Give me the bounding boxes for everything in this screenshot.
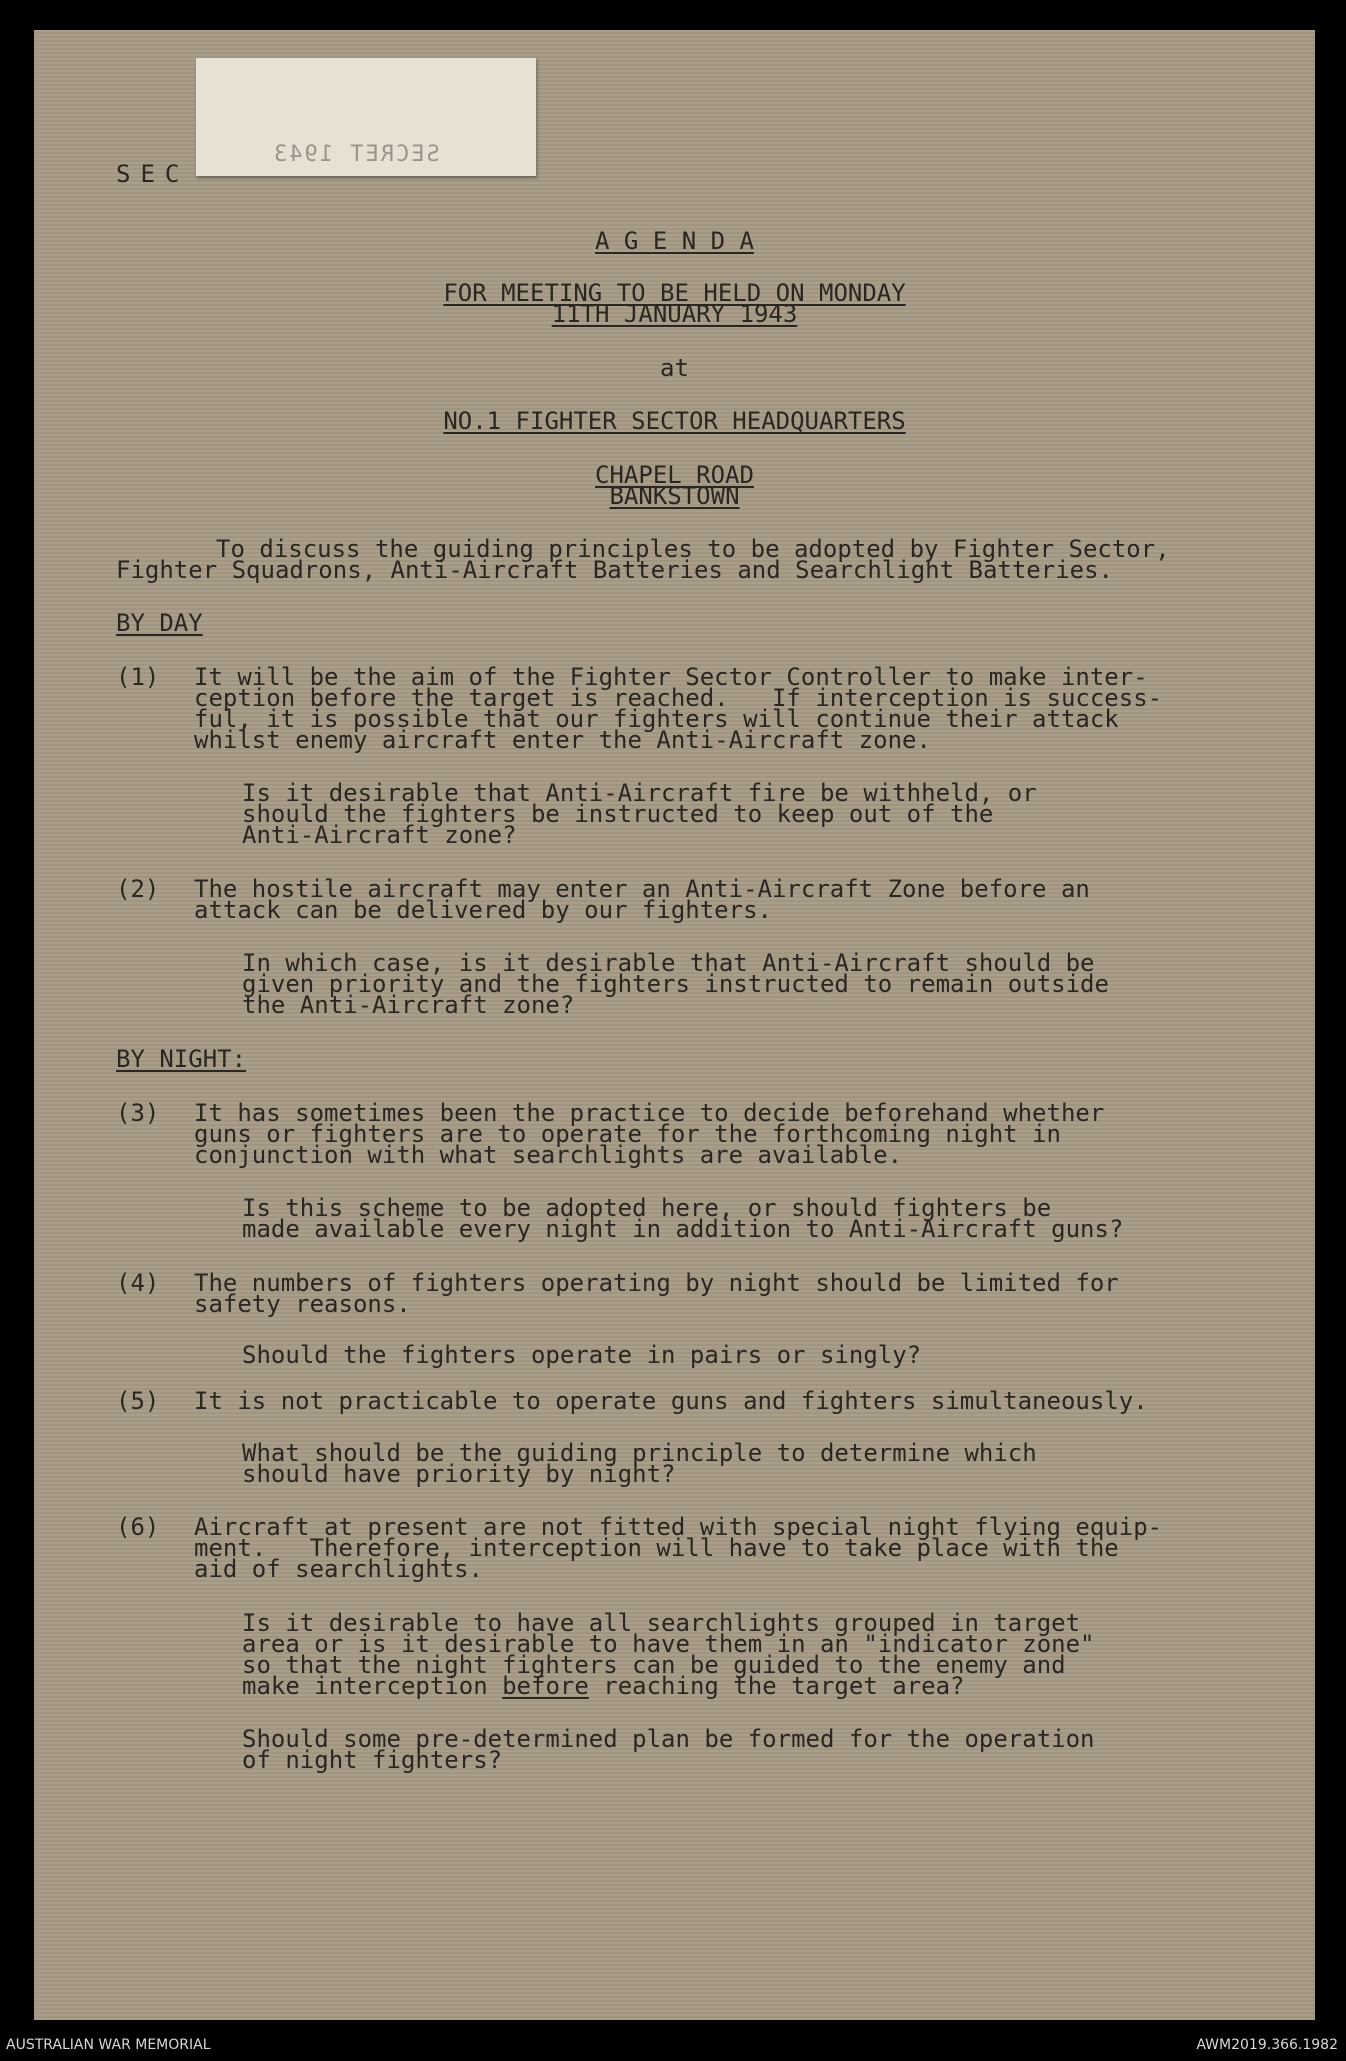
hq-title: NO.1 FIGHTER SECTOR HEADQUARTERS <box>443 407 906 435</box>
item-number: (2) <box>116 875 160 903</box>
question-line: Should the fighters operate in pairs or singly? <box>242 1341 922 1369</box>
sticker-text: SECRET 1943 <box>272 142 440 167</box>
question-tail: reaching the target area? <box>588 1672 965 1700</box>
agenda-title: A G E N D A <box>595 227 754 255</box>
question-line: the Anti-Aircraft zone? <box>242 991 575 1019</box>
meeting-line-1: FOR MEETING TO BE HELD ON MONDAY <box>443 279 906 307</box>
by-night-heading: BY NIGHT: <box>116 1045 247 1073</box>
document-page <box>34 30 1315 2020</box>
item-line: The hostile aircraft may enter an Anti-Aircraft Zone before an <box>194 875 1090 903</box>
footer-institution: AUSTRALIAN WAR MEMORIAL <box>6 2037 211 2053</box>
security-mark: SEC <box>116 160 190 188</box>
item-line: conjunction with what searchlights are available. <box>194 1141 903 1169</box>
question-line: Anti-Aircraft zone? <box>242 821 517 849</box>
item-line: The numbers of fighters operating by night should be limited for <box>194 1269 1119 1297</box>
question-line: In which case, is it desirable that Anti-Aircraft should be <box>242 949 1095 977</box>
item-line: aid of searchlights. <box>194 1555 483 1583</box>
item-number: (6) <box>116 1513 160 1541</box>
question-line: so that the night fighters can be guided to the enemy and <box>242 1651 1066 1679</box>
item-line: Aircraft at present are not fitted with special night flying equip- <box>194 1513 1163 1541</box>
emphasis-word: before <box>502 1672 589 1700</box>
question-line: area or is it desirable to have them in an "indicator zone" <box>242 1630 1095 1658</box>
intro-line-1: To discuss the guiding principles to be adopted by Fighter Sector, <box>216 535 1170 563</box>
question-line: Should some pre-determined plan be formed for the operation <box>242 1725 1095 1753</box>
item-number: (3) <box>116 1099 160 1127</box>
item-line: It has sometimes been the practice to decide beforehand whether <box>194 1099 1105 1127</box>
item-line: ment. Therefore, interception will have to take place with the <box>194 1534 1119 1562</box>
item-line: It will be the aim of the Fighter Sector Controller to make inter- <box>194 663 1148 691</box>
paper-sticker <box>196 58 536 176</box>
suburb-text: BANKSTOWN <box>609 482 740 510</box>
footer-accession-number: AWM2019.366.1982 <box>1196 2037 1338 2053</box>
intro-line-2: Fighter Squadrons, Anti-Aircraft Batteries and Searchlight Batteries. <box>116 556 1113 584</box>
item-line: guns or fighters are to operate for the forthcoming night in <box>194 1120 1061 1148</box>
question-line: Is it desirable that Anti-Aircraft fire be withheld, or <box>242 779 1037 807</box>
question-line: of night fighters? <box>242 1746 503 1774</box>
question-line: given priority and the fighters instructed to remain outside <box>242 970 1109 998</box>
question-line: made available every night in addition to Anti-Aircraft guns? <box>242 1215 1124 1243</box>
item-number: (5) <box>116 1387 160 1415</box>
question-line: Is it desirable to have all searchlights grouped in target <box>242 1609 1081 1637</box>
meeting-line-2: 11TH JANUARY 1943 <box>551 300 798 328</box>
item-line: ful, it is possible that our fighters will continue their attack <box>194 705 1119 733</box>
item-line: attack can be delivered by our fighters. <box>194 896 772 924</box>
item-line: ception before the target is reached. If interception is success- <box>194 684 1163 712</box>
by-day-heading: BY DAY <box>116 609 203 637</box>
question-line-with-emphasis <box>242 1673 964 1699</box>
item-number: (1) <box>116 663 160 691</box>
road-text: CHAPEL ROAD <box>595 461 754 489</box>
question-line: What should be the guiding principle to determine which <box>242 1439 1037 1467</box>
question-line: should the fighters be instructed to keep out of the <box>242 800 994 828</box>
question-line: Is this scheme to be adopted here, or should fighters be <box>242 1194 1052 1222</box>
at-text: at <box>660 354 689 382</box>
item-line: whilst enemy aircraft enter the Anti-Aircraft zone. <box>194 726 931 754</box>
question-line: should have priority by night? <box>242 1460 676 1488</box>
question-text: make interception <box>242 1672 503 1700</box>
item-line: safety reasons. <box>194 1290 411 1318</box>
item-line: It is not practicable to operate guns and fighters simultaneously. <box>194 1387 1148 1415</box>
item-number: (4) <box>116 1269 160 1297</box>
